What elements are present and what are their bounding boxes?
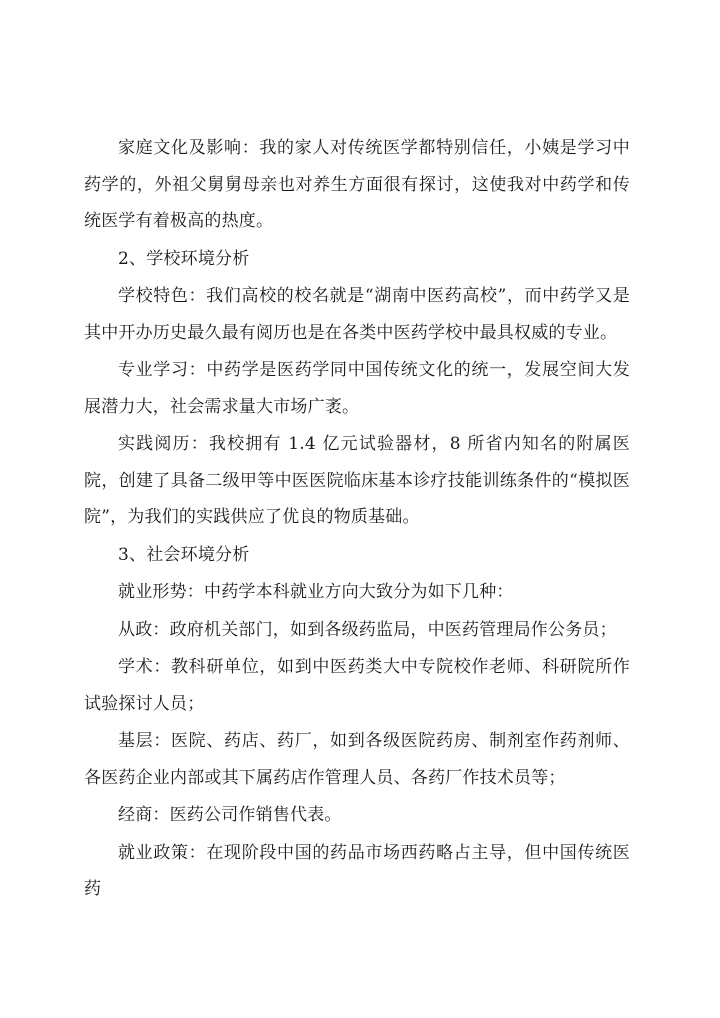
paragraph-employment-policy: 就业政策：在现阶段中国的药品市场西药略占主导，但中国传统医药 [84,842,630,899]
paragraph-employment-situation: 就业形势：中药学本科就业方向大致分为如下几种： [118,582,514,602]
paragraph-professional-study: 专业学习：中药学是医药学同中国传统文化的统一，发展空间大发展潜力大，社会需求量大市场广袤。 [84,360,630,417]
document-page [84,130,630,909]
paragraph-grassroots-path: 基层：医院、药店、药厂，如到各级医院药房、制剂室作药剂师、各医药企业内部或其下属药店作管理人员、各药厂作技术员等； [84,731,630,788]
paragraph-practice-experience: 实践阅历：我校拥有 1.4 亿元试验器材，8 所省内知名的附属医院，创建了具备二级甲等中医医院临床基本诊疗技能训练条件的“模拟医院”，为我们的实践供应了优良的物质基础。 [84,434,630,527]
paragraph-family-culture: 家庭文化及影响：我的家人对传统医学都特别信任，小姨是学习中药学的，外祖父舅舅母亲也对养生方面很有探讨，这使我对中药学和传统医学有着极高的热度。 [84,138,630,231]
paragraph-academic-path: 学术：教科研单位，如到中医药类大中专院校作老师、科研院所作试验探讨人员； [84,657,630,714]
heading-school-environment: 2、学校环境分析 [118,248,250,269]
paragraph-business-path: 经商：医药公司作销售代表。 [118,805,342,825]
paragraph-government-path: 从政：政府机关部门，如到各级药监局，中医药管理局作公务员； [118,619,617,640]
heading-social-environment: 3、社会环境分析 [118,544,250,565]
paragraph-school-features: 学校特色：我们高校的校名就是“湖南中医药高校”，而中药学又是其中开办历史最久最有阅历也是在各类中医药学校中最具权威的专业。 [84,286,630,343]
